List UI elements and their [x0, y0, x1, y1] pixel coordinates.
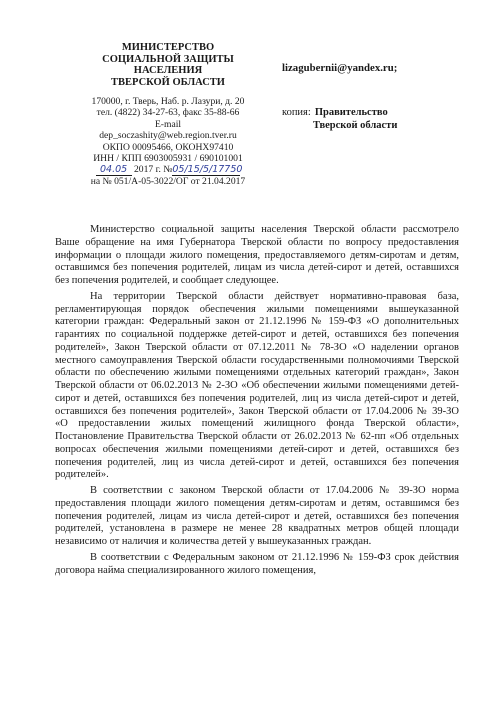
body-paragraph: В соответствии с законом Тверской области от 17.04.2006 № 39-ЗО норма предоставления площади жилого помещения детям-сиротам и детям, оставшимся без попечения родителей, лицам из числа детей-сирот и детей, оставшихся без попечения родителей, установлена в размере не менее 28 квадратных метров общей площади независимо от наличия и количества детей у вышеуказанных граждан.	[55, 485, 459, 547]
sender-address	[74, 96, 262, 188]
ministry-name-line: СОЦИАЛЬНОЙ ЗАЩИТЫ	[102, 53, 234, 65]
recipient-email: lizagubernii@yandex.ru;	[282, 62, 398, 74]
reference-line: на № 051/А-05-3022/ОГ от 21.04.2017	[90, 176, 246, 188]
year-label: 2017 г. №	[134, 164, 173, 176]
okpo-line: ОКПО 00095466, ОКОНХ97410	[102, 141, 234, 153]
ministry-name	[74, 42, 262, 88]
phone-line: тел. (4822) 34-27-63, факс 35-88-66	[96, 107, 240, 119]
handwritten-date: 04.05	[99, 164, 128, 176]
registration-line	[74, 164, 262, 176]
sender-email: dep_soczashity@web.region.tver.ru	[99, 130, 237, 142]
ministry-name-line: НАСЕЛЕНИЯ	[133, 65, 203, 76]
email-label: E-mail	[154, 118, 182, 130]
number-field	[172, 164, 243, 176]
copy-to	[282, 106, 397, 132]
handwritten-reg-number: 05/15/5/17750	[172, 164, 243, 176]
copy-recipient-line2: Тверской области	[313, 120, 398, 131]
sender-block	[74, 42, 262, 188]
body-paragraph: На территории Тверской области действует нормативно-правовая база, регламентирующая порядок обеспечения жилыми помещениями вышеуказанной категории граждан: Федеральный закон от 21.12.1996 № 159-ФЗ «О дополнительных гарантиях по социальной поддержке детей-сирот и детей, оставшихся без попечения родителей», Закон Тверской области от 07.12.2011 № 78-ЗО «О наделении органов местного самоуправления Тверской области государственными полномочиями Тверской области по обеспечению жилыми помещениями отдельных категорий граждан», Закон Тверской области от 06.02.2013 № 2-ЗО «Об обеспечении жилыми помещениями детей-сирот и детей, оставшихся без попечения родителей, лиц из числа детей-сирот и детей, оставшихся без попечения родителей», Закон Тверской области от 17.04.2006 № 39-ЗО «О предоставлении жилых помещений жилищного фонда Тверской области», Постановление Правительства Тверской области от 26.02.2013 № 62-пп «Об отдельных вопросах обеспечения жилыми помещениями детей-сирот и детей, оставшихся без попечения родителей, лиц из числа детей-сирот и детей, оставшихся без попечения родителей».	[55, 290, 459, 481]
ministry-name-line: МИНИСТЕРСТВО	[121, 42, 215, 53]
copy-prefix: копия:	[282, 107, 311, 118]
address-line: 170000, г. Тверь, Наб. р. Лазури, д. 20	[91, 96, 245, 107]
body-paragraph: В соответствии с Федеральным законом от 21.12.1996 № 159-ФЗ срок действия договора найма специализированного жилого помещения,	[55, 551, 459, 576]
copy-recipient-line1: Правительство	[314, 107, 388, 118]
date-field	[96, 165, 132, 176]
recipient-block	[282, 62, 482, 131]
inn-kpp-line: ИНН / КПП 6903005931 / 690101001	[93, 153, 243, 165]
body-paragraph: Министерство социальной защиты населения Тверской области рассмотрело Ваше обращение на имя Губернатора Тверской области по вопросу предоставления информации о площади жилого помещения, предоставляемого детям-сиротам и детям, оставшимся без попечения родителей, лицам из числа детей-сирот и детей, оставшихся без попечения родителей, и сообщает следующее.	[55, 224, 459, 286]
letter-body	[55, 224, 459, 580]
ministry-name-line: ТВЕРСКОЙ ОБЛАСТИ	[111, 76, 225, 88]
